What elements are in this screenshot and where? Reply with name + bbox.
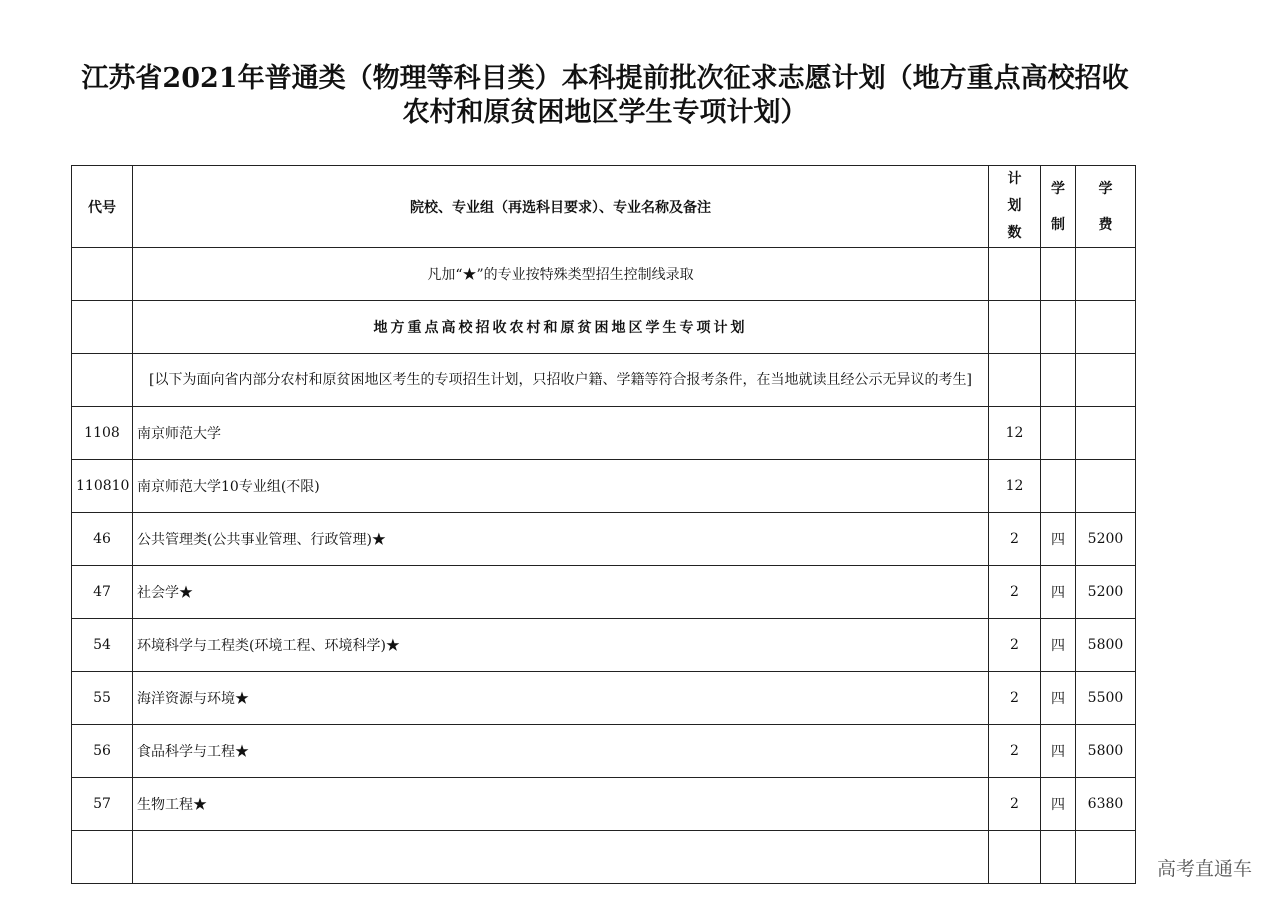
header-name: 院校、专业组（再选科目要求）、专业名称及备注 bbox=[133, 166, 989, 248]
fee-cell: 5800 bbox=[1076, 619, 1136, 672]
watermark-text: 高考直通车 bbox=[1156, 858, 1252, 880]
empty-cell bbox=[72, 354, 133, 407]
table-row bbox=[72, 407, 1136, 460]
table-row bbox=[72, 460, 1136, 513]
special-plan-banner: 地方重点高校招收农村和原贫困地区学生专项计划 bbox=[133, 301, 989, 354]
code-cell: 56 bbox=[72, 725, 133, 778]
page-title-line-2: 农村和原贫困地区学生专项计划） bbox=[402, 97, 808, 128]
table-row bbox=[72, 831, 1136, 884]
header-duration bbox=[1041, 166, 1076, 248]
duration-cell bbox=[1041, 407, 1076, 460]
code-cell: 54 bbox=[72, 619, 133, 672]
name-cell: 南京师范大学10专业组(不限) bbox=[133, 460, 989, 513]
duration-cell: 四 bbox=[1041, 672, 1076, 725]
duration-cell bbox=[1041, 460, 1076, 513]
plan-count-cell bbox=[989, 831, 1041, 884]
duration-cell: 四 bbox=[1041, 513, 1076, 566]
header-code: 代号 bbox=[72, 166, 133, 248]
empty-cell bbox=[989, 301, 1041, 354]
header-fee bbox=[1076, 166, 1136, 248]
name-cell bbox=[133, 831, 989, 884]
header-plan-label: 计划数 bbox=[1007, 171, 1022, 241]
admission-plan-table bbox=[71, 165, 1136, 884]
table-row bbox=[72, 619, 1136, 672]
duration-cell: 四 bbox=[1041, 725, 1076, 778]
table-row bbox=[72, 778, 1136, 831]
fee-cell: 5800 bbox=[1076, 725, 1136, 778]
name-cell: 食品科学与工程★ bbox=[133, 725, 989, 778]
name-cell: 公共管理类(公共事业管理、行政管理)★ bbox=[133, 513, 989, 566]
fee-cell bbox=[1076, 407, 1136, 460]
empty-cell bbox=[1041, 301, 1076, 354]
plan-count-cell: 12 bbox=[989, 407, 1041, 460]
code-cell: 110810 bbox=[72, 460, 133, 513]
code-cell: 46 bbox=[72, 513, 133, 566]
table-row bbox=[72, 513, 1136, 566]
notice-row bbox=[72, 248, 1136, 301]
empty-cell bbox=[72, 301, 133, 354]
header-fee-label: 学费 bbox=[1098, 180, 1113, 233]
table-body bbox=[72, 407, 1136, 884]
table-header-row bbox=[72, 166, 1136, 248]
fee-cell: 5200 bbox=[1076, 566, 1136, 619]
header-plan bbox=[989, 166, 1041, 248]
name-cell: 社会学★ bbox=[133, 566, 989, 619]
notice-code-cell bbox=[72, 248, 133, 301]
duration-cell bbox=[1041, 831, 1076, 884]
plan-count-cell: 2 bbox=[989, 619, 1041, 672]
name-cell: 海洋资源与环境★ bbox=[133, 672, 989, 725]
empty-cell bbox=[1076, 301, 1136, 354]
fee-cell bbox=[1076, 831, 1136, 884]
code-cell: 57 bbox=[72, 778, 133, 831]
empty-cell bbox=[1076, 354, 1136, 407]
empty-cell bbox=[1041, 248, 1076, 301]
name-cell: 生物工程★ bbox=[133, 778, 989, 831]
plan-count-cell: 2 bbox=[989, 778, 1041, 831]
code-cell: 55 bbox=[72, 672, 133, 725]
eligibility-note: [以下为面向省内部分农村和原贫困地区考生的专项招生计划，只招收户籍、学籍等符合报考条件，在当地就读且经公示无异议的考生] bbox=[133, 354, 989, 407]
empty-cell bbox=[989, 354, 1041, 407]
name-cell: 南京师范大学 bbox=[133, 407, 989, 460]
plan-count-cell: 2 bbox=[989, 725, 1041, 778]
duration-cell: 四 bbox=[1041, 619, 1076, 672]
star-notice: 凡加“★”的专业按特殊类型招生控制线录取 bbox=[133, 248, 989, 301]
fee-cell: 6380 bbox=[1076, 778, 1136, 831]
code-cell: 47 bbox=[72, 566, 133, 619]
empty-cell bbox=[1076, 248, 1136, 301]
page-title-line-1: 江苏省2021年普通类（物理等科目类）本科提前批次征求志愿计划（地方重点高校招收 bbox=[81, 63, 1129, 94]
banner-row bbox=[72, 301, 1136, 354]
fee-cell bbox=[1076, 460, 1136, 513]
note-row bbox=[72, 354, 1136, 407]
empty-cell bbox=[989, 248, 1041, 301]
plan-count-cell: 2 bbox=[989, 513, 1041, 566]
fee-cell: 5200 bbox=[1076, 513, 1136, 566]
code-cell bbox=[72, 831, 133, 884]
table-row bbox=[72, 725, 1136, 778]
fee-cell: 5500 bbox=[1076, 672, 1136, 725]
empty-cell bbox=[1041, 354, 1076, 407]
plan-count-cell: 2 bbox=[989, 566, 1041, 619]
header-duration-label: 学制 bbox=[1051, 180, 1065, 233]
table-row bbox=[72, 566, 1136, 619]
plan-count-cell: 12 bbox=[989, 460, 1041, 513]
duration-cell: 四 bbox=[1041, 778, 1076, 831]
code-cell: 1108 bbox=[72, 407, 133, 460]
plan-count-cell: 2 bbox=[989, 672, 1041, 725]
table-row bbox=[72, 672, 1136, 725]
duration-cell: 四 bbox=[1041, 566, 1076, 619]
name-cell: 环境科学与工程类(环境工程、环境科学)★ bbox=[133, 619, 989, 672]
